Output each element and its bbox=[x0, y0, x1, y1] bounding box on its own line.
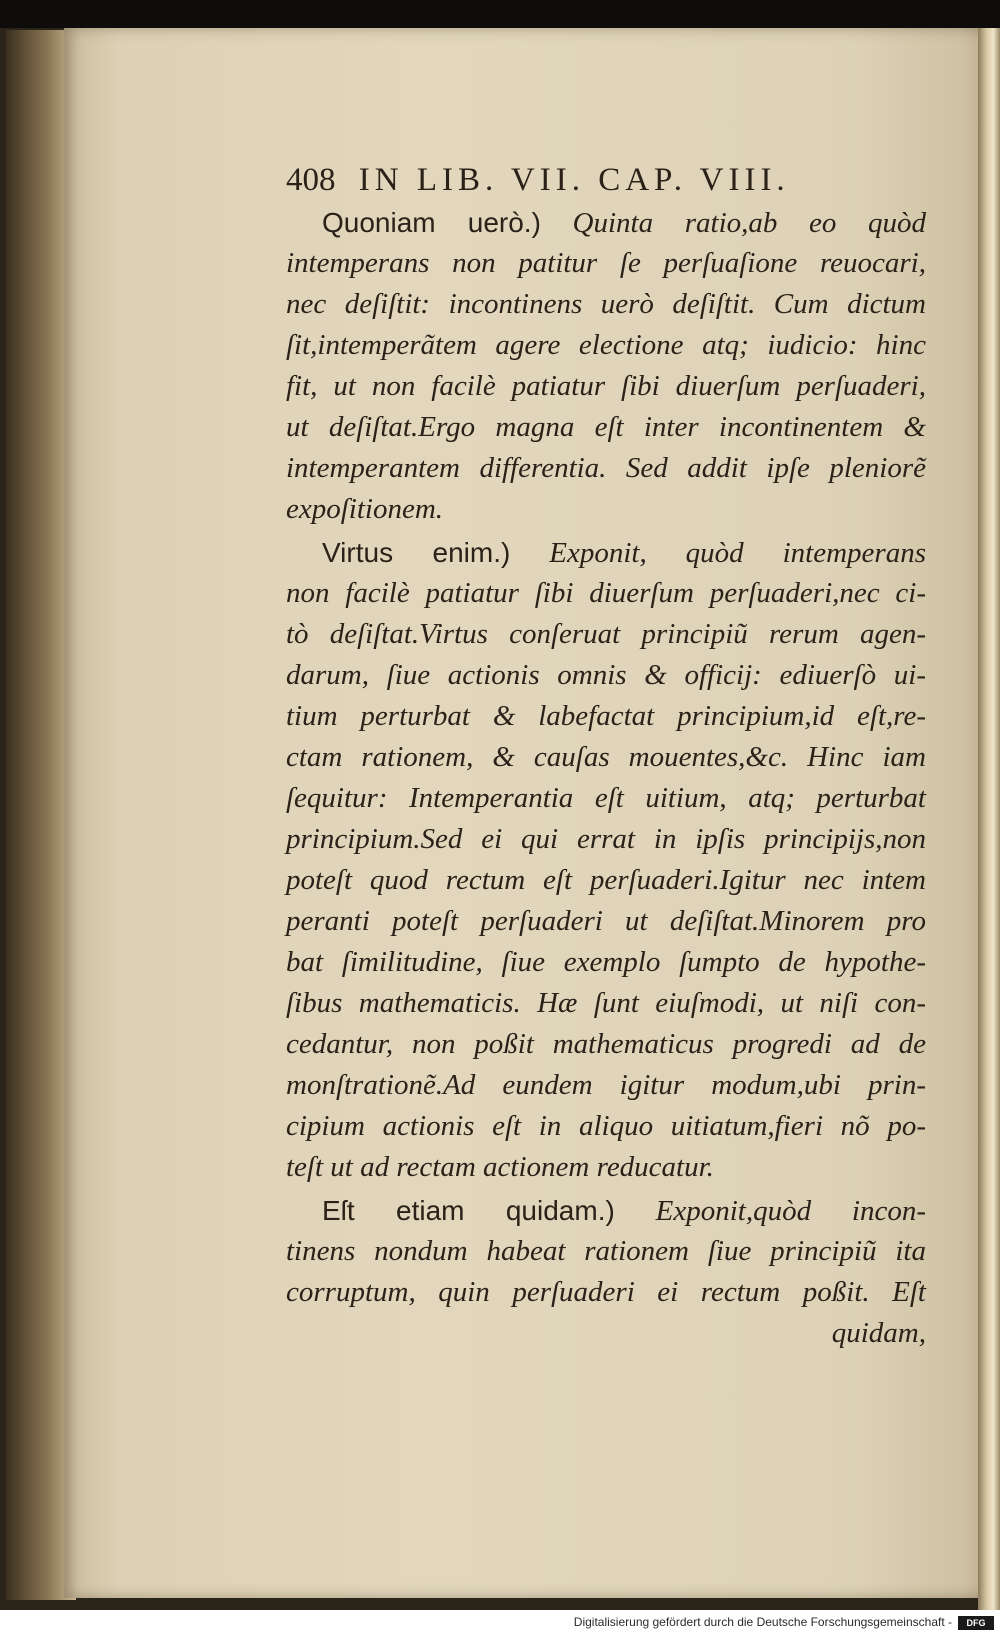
text-line: corruptum, quin perſuaderi ei rectum poßit. Eſt bbox=[286, 1276, 926, 1308]
digitization-footer bbox=[0, 1610, 1000, 1635]
text-line: nec deſiſtit: incontinens uerò deſiſtit. Cum dictum bbox=[286, 288, 926, 320]
text-line: Exponit,quòd incon- bbox=[614, 1195, 926, 1227]
running-title: IN LIB. VII. CAP. VIII. bbox=[358, 162, 790, 198]
text-line: intemperantem differentia. Sed addit ipſe pleniorẽ bbox=[286, 452, 926, 484]
text-line: expoſitionem. bbox=[286, 493, 444, 525]
catchword: quidam, bbox=[831, 1317, 926, 1349]
text-line: ſequitur: Intemperantia eſt uitium, atq; perturbat bbox=[286, 782, 926, 814]
text-line: peranti poteſt perſuaderi ut deſiſtat.Minorem pro bbox=[286, 905, 926, 937]
text-line: monſtrationẽ.Ad eundem igitur modum,ubi prin- bbox=[286, 1069, 926, 1101]
running-header bbox=[286, 158, 926, 202]
page-number: 408 bbox=[286, 162, 336, 198]
text-line: ſit,intemperãtem agere electione atq; iudicio: hinc bbox=[286, 329, 926, 361]
text-line: tium perturbat & labefactat principium,id eſt,re- bbox=[286, 700, 926, 732]
page-right-edge bbox=[978, 28, 1000, 1610]
lemma: Quoniam uerò.) bbox=[322, 207, 541, 238]
paragraph-3 bbox=[286, 1190, 926, 1354]
text-line: intemperans non patitur ſe perſuaſione reuocari, bbox=[286, 247, 926, 279]
text-line: ſibus mathematicis. Hæ ſunt eiuſmodi, ut niſi con- bbox=[286, 987, 926, 1019]
footer-text: Digitalisierung gefördert durch die Deutsche Forschungsgemeinschaft - bbox=[573, 1615, 952, 1629]
text-line: fit, ut non facilè patiatur ſibi diuerſum perſuaderi, bbox=[286, 370, 926, 402]
text-line: poteſt quod rectum eſt perſuaderi.Igitur nec intem bbox=[286, 864, 926, 896]
text-line: darum, ſiue actionis omnis & officij: ediuerſò ui- bbox=[286, 659, 926, 691]
lemma: Eſt etiam quidam.) bbox=[322, 1195, 615, 1226]
paragraph-2 bbox=[286, 532, 926, 1188]
text-line: non facilè patiatur ſibi diuerſum perſuaderi,nec ci- bbox=[286, 577, 926, 609]
text-line: cedantur, non poßit mathematicus progredi ad de bbox=[286, 1028, 926, 1060]
text-line: teſt ut ad rectam actionem reducatur. bbox=[286, 1151, 714, 1183]
lemma: Virtus enim.) bbox=[322, 537, 511, 568]
text-line: Quinta ratio,ab eo quòd bbox=[540, 207, 926, 239]
text-line: ctam rationem, & cauſas mouentes,&c. Hinc iam bbox=[286, 741, 926, 773]
text-line: Exponit, quòd intemperans bbox=[510, 537, 927, 569]
text-line: cipium actionis eſt in aliquo uitiatum,fieri nõ po- bbox=[286, 1110, 926, 1142]
text-line: bat ſimilitudine, ſiue exemplo ſumpto de hypothe- bbox=[286, 946, 926, 978]
dfg-logo-icon: DFG bbox=[958, 1616, 994, 1630]
text-line: principium.Sed ei qui errat in ipſis principijs,non bbox=[286, 823, 926, 855]
text-line: tinens nondum habeat rationem ſiue principiũ ita bbox=[286, 1235, 926, 1267]
page-text bbox=[286, 158, 926, 1354]
text-line: ut deſiſtat.Ergo magna eſt inter incontinentem & bbox=[286, 411, 926, 443]
text-line: tò deſiſtat.Virtus conſeruat principiũ rerum agen- bbox=[286, 618, 926, 650]
paragraph-1 bbox=[286, 202, 926, 530]
